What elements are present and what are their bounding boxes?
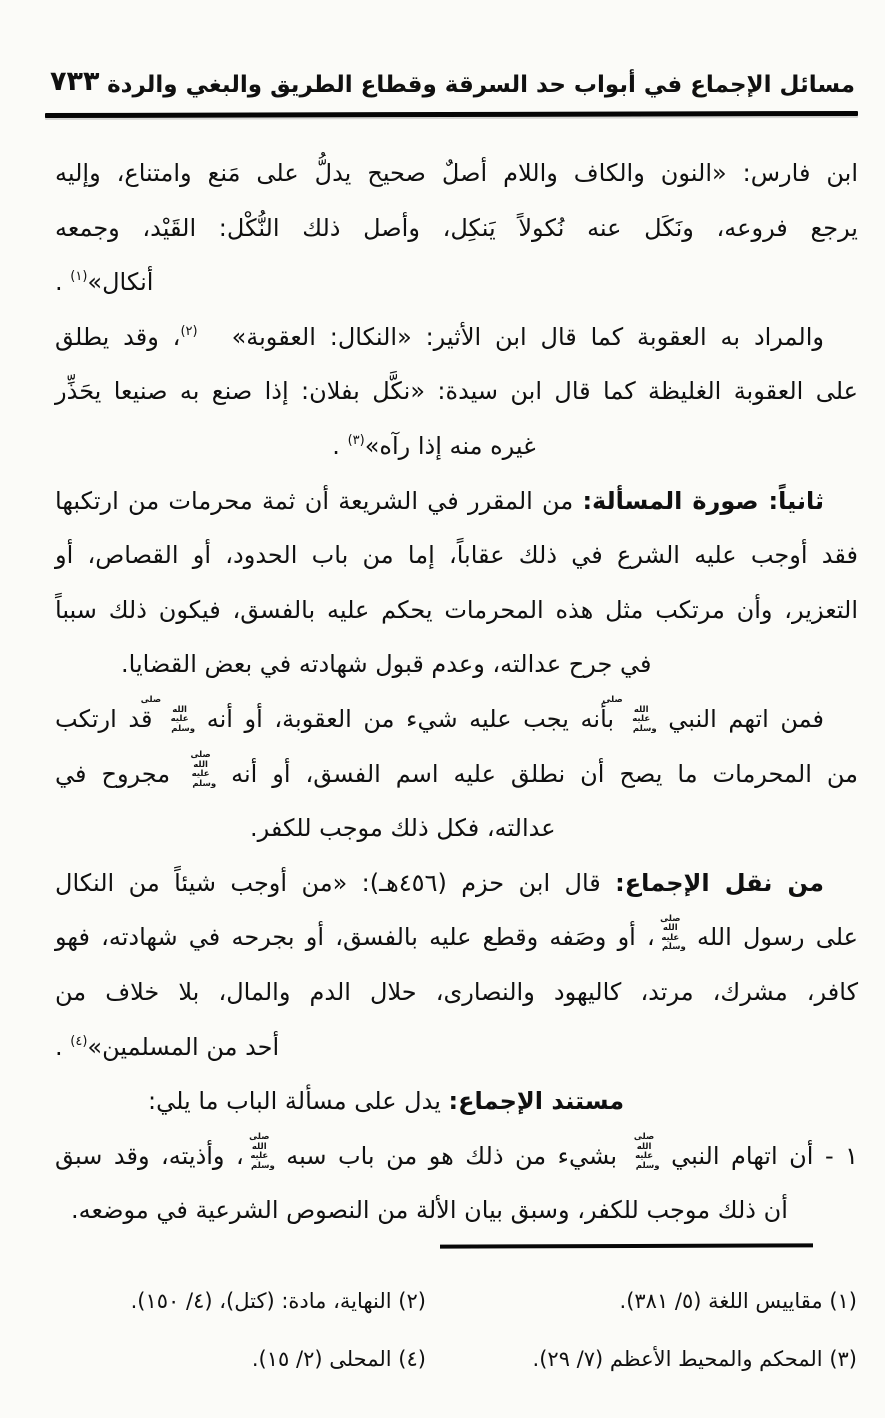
text-run: أنكال» — [87, 268, 154, 297]
text-run: كافر، مشرك، مرتد، كاليهود والنصارى، حلال الدم والمال، بلا خلاف من — [55, 977, 858, 1006]
body-line: غيره منه إذا رآه»(٣) . — [332, 431, 536, 460]
body-line — [55, 146, 858, 201]
text-run: في جرح عدالته، وعدم قبول شهادته في بعض القضايا. — [121, 650, 652, 679]
body-line — [55, 856, 858, 911]
body-line — [55, 801, 858, 856]
body-line — [55, 747, 858, 802]
honorific-saw-symbol: صلى الله عليه وسلم — [633, 1132, 660, 1171]
honorific-saw-symbol: صلى الله عليه وسلم — [660, 913, 686, 953]
text-run: ١ - أن اتهام النبي — [659, 1141, 858, 1170]
body-line — [55, 637, 858, 692]
footnote-separator — [440, 1243, 813, 1248]
text-run: . — [55, 268, 71, 297]
body-line — [55, 583, 858, 638]
text-run: من المحرمات ما يصح أن نطلق عليه اسم الفسق، أو أنه — [216, 759, 859, 788]
body-line: أحد من المسلمين»(٤) . — [55, 1032, 280, 1061]
footnotes — [55, 1272, 857, 1388]
honorific-saw-symbol: صلى الله عليه وسلم — [140, 695, 196, 734]
footnote: (٤) المحلى (٢/ ١٥). — [251, 1347, 426, 1371]
body-line — [55, 1129, 858, 1184]
text-run: يدل على مسألة الباب ما يلي: — [148, 1087, 449, 1116]
body-line — [55, 474, 858, 529]
text-run: ، أو وصَفه وقطع عليه بالفسق، أو بجرحه في شهادته، فهو — [55, 923, 655, 952]
text-run: على العقوبة الغليظة كما قال ابن سيدة: «نكَّل بفلان: إذا صنع به صنيعا يحَذِّر — [55, 377, 858, 406]
footnote: (٣) المحكم والمحيط الأعظم (٧/ ٢٩). — [532, 1347, 857, 1371]
bold-lead: مستند الإجماع: — [448, 1087, 625, 1116]
body-line: والمراد به العقوبة كما قال ابن الأثير: «النكال: العقوبة»(٢)، وقد يطلق — [55, 322, 824, 351]
footnote: (١) مقاييس اللغة (٥/ ٣٨١). — [619, 1289, 857, 1313]
text-run: أحد من المسلمين» — [87, 1032, 280, 1061]
text-run: . — [55, 1032, 71, 1061]
body-line — [55, 1074, 858, 1129]
text-run: ابن فارس: «النون والكاف واللام أصلٌ صحيح يدلُّ على مَنع وامتناع، وإليه — [55, 159, 858, 187]
body-line — [55, 1183, 858, 1238]
bold-lead: من نقل الإجماع: — [615, 868, 824, 897]
text-run: على رسول الله — [685, 923, 858, 952]
body-line — [55, 528, 858, 583]
honorific-saw-symbol: صلى الله عليه وسلم — [190, 749, 217, 789]
text-run: . — [332, 431, 348, 460]
text-run: بشيء من ذلك هو من باب سبه — [274, 1141, 629, 1170]
page-number: ٧٣٣ — [50, 66, 100, 97]
honorific-saw-symbol: صلى الله عليه وسلم — [602, 695, 657, 734]
text-run: قد ارتكب — [55, 704, 165, 733]
text-run: غيره منه إذا رآه» — [364, 431, 536, 460]
text-run: من المقرر في الشريعة أن ثمة محرمات من ارتكبها — [55, 486, 583, 515]
bold-lead: ثانياً: صورة المسألة: — [582, 486, 824, 515]
text-run: قال ابن حزم (٤٥٦هـ): «من أوجب شيئاً من النكال — [55, 868, 616, 897]
body-line — [55, 910, 858, 965]
text-run: بأنه يجب عليه شيء من العقوبة، أو أنه — [195, 704, 626, 733]
text-run: ، وقد يطلق — [55, 322, 181, 351]
text-run: التعزير، وأن مرتكب مثل هذه المحرمات يحكم عليه بالفسق، فيكون ذلك سبباً — [55, 595, 858, 624]
honorific-saw-symbol: صلى الله عليه وسلم — [249, 1132, 275, 1171]
footnote-row — [55, 1330, 857, 1388]
body-line: أنكال»(١) . — [55, 268, 154, 297]
footnote: (٢) النهاية، مادة: (كتل)، (٤/ ١٥٠). — [130, 1289, 426, 1313]
text-run: فمن اتهم النبي — [656, 704, 825, 733]
footnote-row — [55, 1272, 857, 1330]
text-run: مجروح في — [55, 759, 186, 788]
body-line — [55, 692, 858, 747]
text-run: فقد أوجب عليه الشرع في ذلك عقاباً، إما من باب الحدود، أو القصاص، أو — [55, 541, 858, 570]
text-run: والمراد به العقوبة كما قال ابن الأثير: «النكال: العقوبة» — [231, 322, 824, 351]
text-run: ، وأذيته، وقد سبق — [55, 1141, 244, 1170]
page-header-title: مسائل الإجماع في أبواب حد السرقة وقطاع الطريق والبغي والردة — [107, 72, 855, 98]
body-line — [55, 965, 858, 1020]
text-run: يرجع فروعه، ونَكَل عنه نُكولاً يَنكِل، وأصل ذلك النُّكْل: القَيْد، وجمعه — [55, 213, 858, 242]
body-line — [55, 364, 858, 419]
text-run: عدالته، فكل ذلك موجب للكفر. — [250, 814, 556, 843]
body-line — [55, 201, 858, 256]
body-text — [55, 146, 858, 1238]
header-divider — [45, 111, 858, 118]
text-run: أن ذلك موجب للكفر، وسبق بيان الألة من النصوص الشرعية في موضعه. — [71, 1196, 788, 1225]
